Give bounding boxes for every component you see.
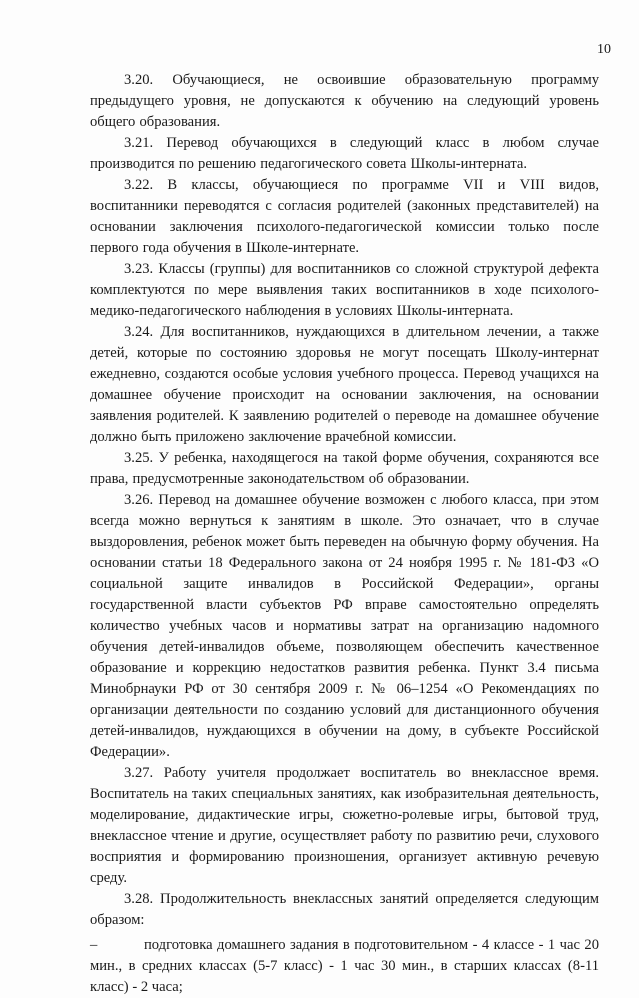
list-item [90, 935, 599, 998]
page-number: 10 [597, 42, 611, 57]
list-item-marker: – [90, 937, 98, 953]
list-item-text: подготовка домашнего задания в подготовительном - 4 классе - 1 час 20 мин., в средних классах (5-7 класс) - 1 час 30 мин., в старших классах (8-11 класс) - 2 часа; [90, 937, 599, 995]
paragraph-3-20: 3.20. Обучающиеся, не освоившие образовательную программу предыдущего уровня, не допускаются к обучению на следующий уровень общего образования. [90, 72, 599, 130]
paragraph-3-23: 3.23. Классы (группы) для воспитанников со сложной структурой дефекта комплектуются по мере выявления таких воспитанников в ходе психолого-медико-педагогического наблюдения в условиях Школы-интерната. [90, 261, 599, 319]
paragraph-3-25: 3.25. У ребенка, находящегося на такой форме обучения, сохраняются все права, предусмотренные законодательством об образовании. [90, 450, 599, 487]
paragraph-3-24: 3.24. Для воспитанников, нуждающихся в длительном лечении, а также детей, которые по состоянию здоровья не могут посещать Школу-интернат ежедневно, создаются особые условия учебного процесса. Перевод учащихся на домашнее обучение происходит на основании заключения, на основании заявления родителей. К заявлению родителей о переводе на домашнее обучение должно быть приложено заключение врачебной комиссии. [90, 324, 599, 445]
paragraph-3-27: 3.27. Работу учителя продолжает воспитатель во внеклассное время. Воспитатель на таких специальных занятиях, как изобразительная деятельность, моделирование, дидактические игры, сюжетно-ролевые игры, бытовой труд, внеклассное чтение и другие, осуществляет работу по развитию речи, слухового восприятия и формированию произношения, организует активную речевую среду. [90, 765, 599, 886]
paragraph-3-22: 3.22. В классы, обучающиеся по программе VII и VIII видов, воспитанники переводятся с согласия родителей (законных представителей) на основании заключения психолого-педагогической комиссии только после первого года обучения в Школе-интернате. [90, 177, 599, 256]
paragraph-3-21: 3.21. Перевод обучающихся в следующий класс в любом случае производится по решению педагогического совета Школы-интерната. [90, 135, 599, 172]
paragraph-3-28: 3.28. Продолжительность внеклассных занятий определяется следующим образом: [90, 891, 599, 928]
paragraph-3-26: 3.26. Перевод на домашнее обучение возможен с любого класса, при этом всегда можно вернуться к занятиям в школе. Это означает, что в случае выздоровления, ребенок может быть переведен на обычную форму обучения. На основании статьи 18 Федерального закона от 24 ноября 1995 г. № 181-ФЗ «О социальной защите инвалидов в Российской Федерации», органы государственной власти субъектов РФ вправе самостоятельно определять количество учебных часов и нормативы затрат на организацию надомного обучения детей-инвалидов объеме, позволяющем обеспечить качественное образование и коррекцию недостатков развития ребенка. Пункт 3.4 письма Минобрнауки РФ от 30 сентября 2009 г. № 06–1254 «О Рекомендациях по организации деятельности по созданию условий для дистанционного обучения детей-инвалидов, нуждающихся в обучении на дому, в субъекте Российской Федерации». [90, 492, 599, 760]
